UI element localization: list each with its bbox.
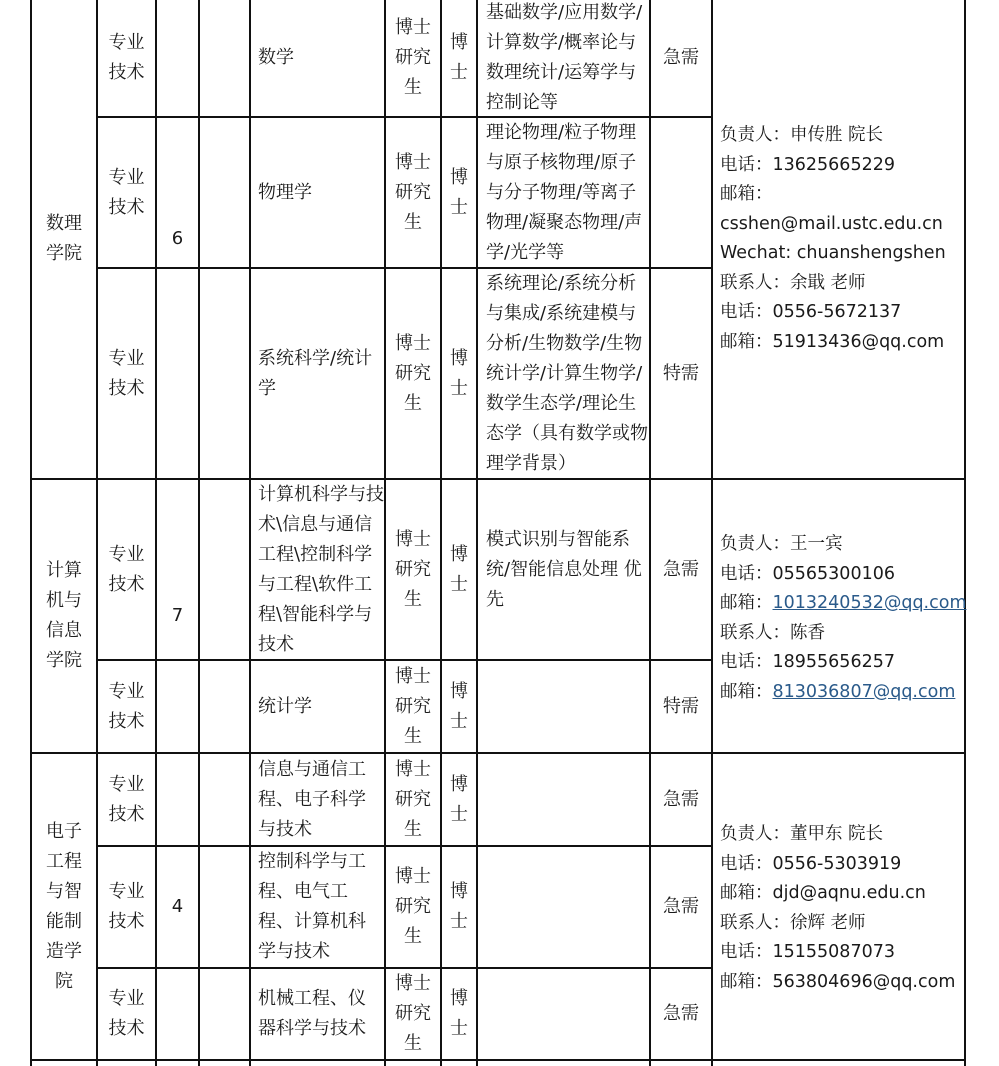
contact-block [720,530,967,707]
degree-level: 博士 [450,773,468,825]
major-name: 机械工程、仪器科学与技术 [258,988,366,1039]
email-label: 邮箱： [720,593,773,613]
position-type: 专业技术 [108,347,145,399]
contact-line: 负责人：申传胜 院长 [720,125,884,145]
degree: 博士研究生 [395,332,431,414]
degree-level: 博士 [450,881,468,932]
contact-line [720,678,967,708]
need-level: 急需 [663,896,699,917]
col-border [711,0,713,1066]
contact-block [720,121,946,357]
major-name: 系统科学/统计学 [258,347,373,399]
degree: 博士研究生 [395,973,431,1054]
need-level: 特需 [663,695,699,717]
contact-line: 邮箱： [720,184,773,204]
contact-line: Wechat: chuanshengshen [720,243,946,263]
degree: 博士研究生 [395,17,431,98]
major-name: 物理学 [258,181,312,203]
degree-level: 博士 [450,680,468,732]
need-level: 急需 [663,788,699,810]
contact-block [720,820,955,997]
need-level: 急需 [663,47,699,68]
major-name: 数学 [258,47,294,68]
recruit-count: 4 [171,895,184,917]
degree-level: 博士 [450,543,468,595]
email-link[interactable]: 813036807@qq.com [772,681,956,702]
col-border [476,0,478,1066]
recruit-count: 6 [171,228,184,249]
col-border [249,0,251,1066]
degree-level: 博士 [450,347,468,399]
research-direction: 系统理论/系统分析与集成/系统建模与分析/生物数学/生物统计学/计算生物学/数学生态学/理论生态学（具有数学或物理学背景） [486,272,648,474]
position-type: 专业技术 [108,166,145,218]
major-name: 信息与通信工程、电子科学与技术 [258,758,366,840]
need-level: 急需 [663,1003,699,1024]
contact-line: 联系人：徐辉 老师 [720,912,866,933]
email-link[interactable]: 1013240532@qq.com [772,593,967,613]
contact-line: 电话：0556-5672137 [720,302,902,322]
contact-line: 负责人：王一宾 [720,534,843,554]
contact-line: csshen@mail.ustc.edu.cn [720,213,943,234]
degree-level: 博士 [450,166,468,218]
major-name: 统计学 [258,695,312,717]
bottom-border [30,1059,966,1061]
research-direction: 理论物理/粒子物理与原子核物理/原子与分子物理/等离子物理/凝聚态物理/声学/光学等 [486,121,643,263]
position-type: 专业技术 [108,543,145,595]
contact-line: 联系人：余戢 老师 [720,272,866,293]
position-type: 专业技术 [108,773,145,825]
position-type: 专业技术 [108,988,145,1039]
degree: 博士研究生 [395,665,431,747]
position-type: 专业技术 [108,881,145,932]
contact-line: 邮箱：51913436@qq.com [720,331,945,352]
major-name: 控制科学与工程、电气工程、计算机科学与技术 [258,851,366,962]
contact-line: 邮箱：djd@aqnu.edu.cn [720,883,926,903]
major-name: 计算机科学与技术\信息与通信工程\控制科学与工程\软件工程\智能科学与技术 [258,483,384,655]
contact-line: 电话：0556-5303919 [720,853,902,874]
contact-line: 邮箱：563804696@qq.com [720,971,956,992]
position-type: 专业技术 [108,32,145,83]
contact-line: 电话：18955656257 [720,652,895,672]
contact-line: 电话：05565300106 [720,563,895,584]
degree-level: 博士 [450,988,468,1039]
degree: 博士研究生 [395,866,431,947]
need-level: 急需 [663,558,699,580]
col-border [198,0,200,1066]
contact-line [720,589,967,619]
degree: 博士研究生 [395,758,431,840]
degree: 博士研究生 [395,151,431,233]
contact-line: 联系人：陈香 [720,622,825,643]
research-direction: 基础数学/应用数学/计算数学/概率论与数理统计/运筹学与控制论等 [486,2,643,113]
contact-line: 电话：13625665229 [720,154,895,175]
college-name: 计算机与信息学院 [46,560,82,671]
email-label: 邮箱： [720,681,773,702]
contact-line: 电话：15155087073 [720,942,895,962]
degree: 博士研究生 [395,528,431,610]
degree-level: 博士 [450,32,468,83]
position-type: 专业技术 [108,680,145,732]
college-name: 数理学院 [46,213,82,264]
college-name: 电子工程与智能制造学院 [46,820,82,992]
need-level: 特需 [663,362,699,384]
research-direction: 模式识别与智能系统/智能信息处理 优先 [486,528,642,610]
contact-line: 负责人：董甲东 院长 [720,824,884,844]
recruit-count: 7 [171,605,184,626]
